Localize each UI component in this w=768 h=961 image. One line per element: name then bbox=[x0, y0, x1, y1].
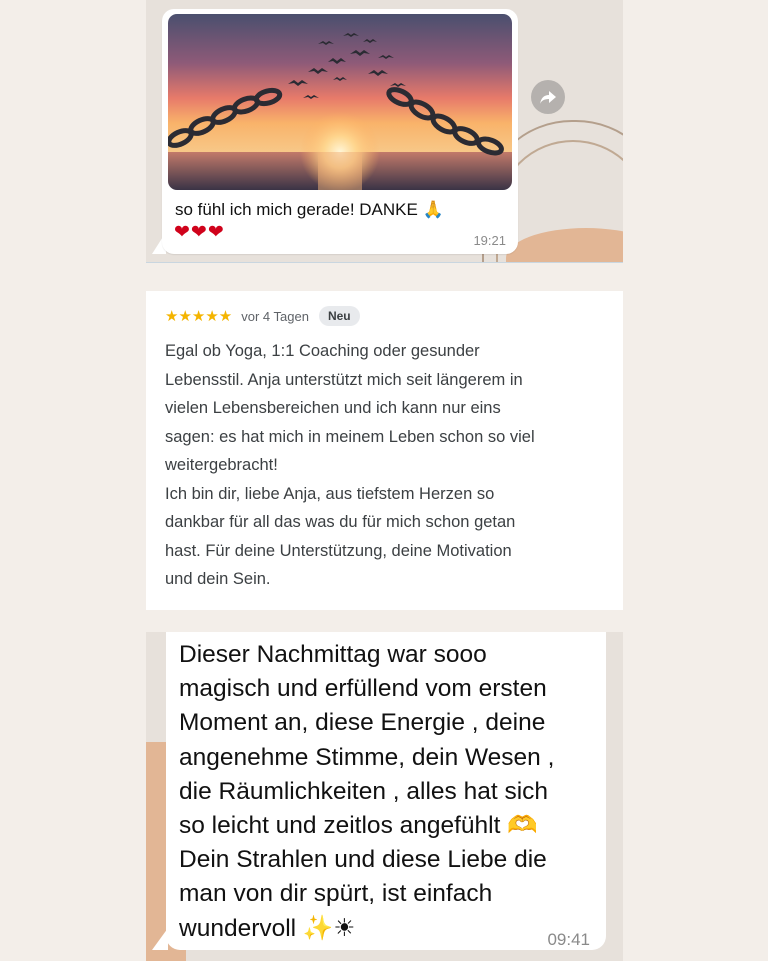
review-header bbox=[165, 305, 360, 327]
review-date: vor 4 Tagen bbox=[241, 308, 309, 324]
chat-screenshot-top bbox=[146, 0, 623, 263]
message-text: Dieser Nachmittag war sooo magisch und erfüllend vom ersten Moment an, diese Energie , deine angenehme Stimme, dein Wesen , die Räumlichkeiten , alles hat sich so leicht und zeitlos angefühlt 🫶 Dein Strahlen und diese Liebe die man von dir spürt, ist einfach wundervoll ✨☀ bbox=[179, 641, 555, 942]
forward-button[interactable] bbox=[531, 80, 565, 114]
message-text: so fühl ich mich gerade! DANKE 🙏 bbox=[175, 200, 444, 219]
heart-emojis: ❤❤❤ bbox=[174, 222, 225, 243]
message-timestamp: 19:21 bbox=[473, 233, 506, 248]
review-text: Egal ob Yoga, 1:1 Coaching oder gesunder Lebensstil. Anja unterstützt mich seit längerem in vielen Lebensbereichen und ich kann nur eins sagen: es hat mich in meinem Leben schon so viel weitergebracht! Ich bin dir, liebe Anja, aus tiefstem Herzen so dankbar für all das was du für mich schon getan hast. Für deine Unterstützung, deine Motivation und dein Sein. bbox=[165, 342, 535, 588]
image-message-bubble[interactable] bbox=[162, 9, 518, 254]
sunset-chain-birds-image bbox=[168, 14, 512, 190]
chat-screenshot-bottom bbox=[146, 632, 623, 961]
message-timestamp: 09:41 bbox=[547, 930, 590, 949]
google-review-card bbox=[146, 291, 623, 610]
text-message-bubble[interactable] bbox=[166, 632, 606, 950]
share-arrow-icon bbox=[539, 88, 557, 106]
message-photo[interactable] bbox=[168, 14, 512, 190]
new-badge: Neu bbox=[319, 306, 360, 326]
star-rating: ★★★★★ bbox=[165, 308, 233, 325]
